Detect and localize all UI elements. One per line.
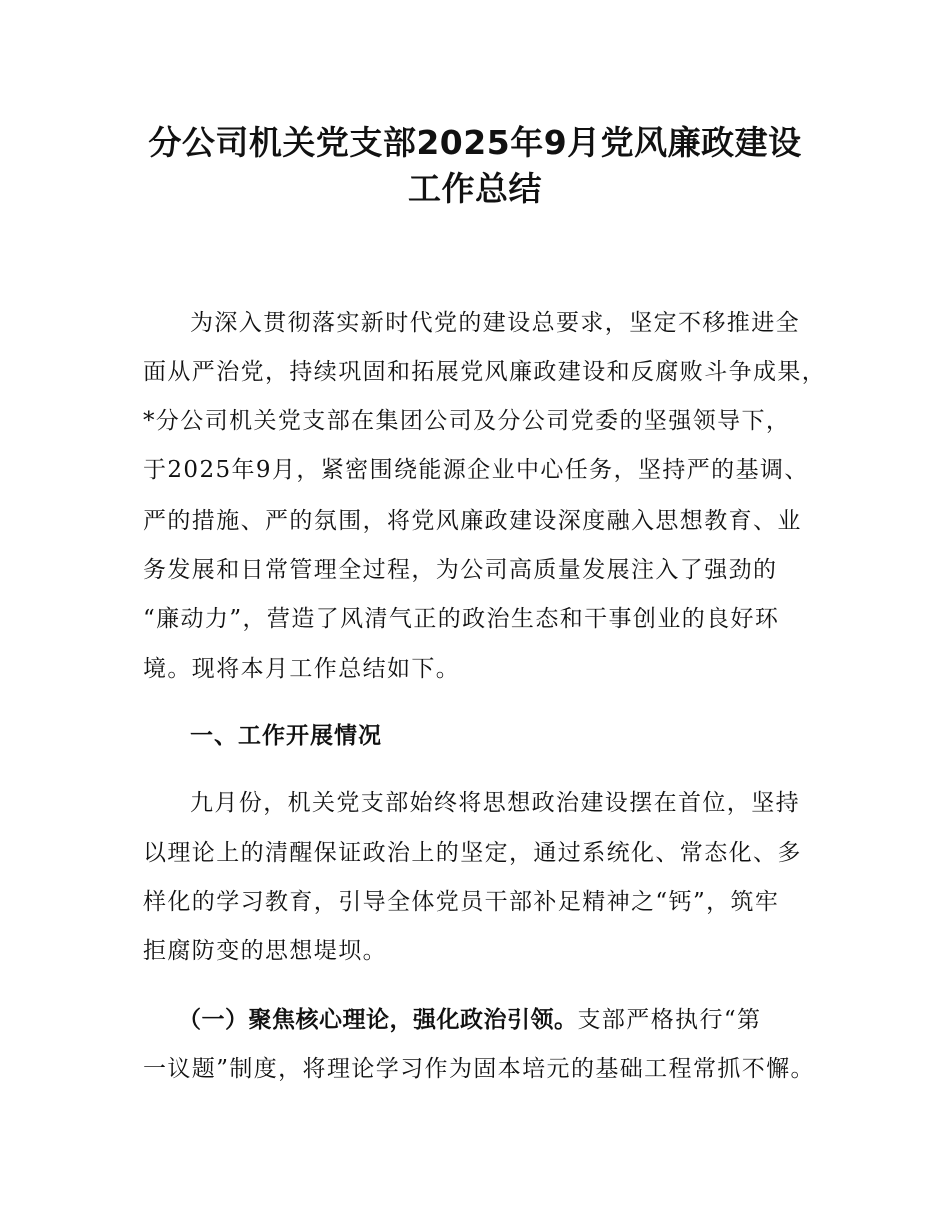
subsection-line [178, 1003, 843, 1037]
intro-line: 严的措施、严的氛围，将党风廉政建设深度融入思想教育、业 [143, 508, 802, 534]
intro-line: *分公司机关党支部在集团公司及分公司党委的坚强领导下， [143, 408, 791, 434]
document-title-line-2: 工作总结 [408, 169, 542, 208]
section-line: 九月份，机关党支部始终将思想政治建设摆在首位，坚持 [190, 790, 800, 816]
subsection-line: 一议题”制度，将理论学习作为固本培元的基础工程常抓不懈。 [143, 1056, 815, 1082]
intro-line: 务发展和日常管理全过程，为公司高质量发展注入了强劲的 [143, 557, 778, 583]
subsection-bold-lead: （一）聚焦核心理论，强化政治引领。 [178, 1007, 578, 1033]
section-heading: 一、工作开展情况 [190, 723, 382, 749]
intro-line: 为深入贯彻落实新时代党的建设总要求，坚定不移推进全 [190, 310, 800, 336]
intro-line: 于2025年9月，紧密围绕能源企业中心任务，坚持严的基调、 [143, 457, 809, 483]
intro-line: 面从严治党，持续巩固和拓展党风廉政建设和反腐败斗争成果， [143, 359, 827, 385]
intro-line: 境。现将本月工作总结如下。 [143, 656, 461, 682]
intro-line: “廉动力”，营造了风清气正的政治生态和干事创业的良好环 [143, 606, 780, 632]
document-title-line-1: 分公司机关党支部2025年9月党风廉政建设 [148, 123, 802, 162]
subsection-text: 支部严格执行“第 [577, 1007, 762, 1033]
section-line: 以理论上的清醒保证政治上的坚定，通过系统化、常态化、多 [143, 840, 802, 866]
section-line: 样化的学习教育，引导全体党员干部补足精神之“钙”，筑牢 [143, 889, 780, 915]
section-line: 拒腐防变的思想堤坝。 [143, 938, 387, 964]
